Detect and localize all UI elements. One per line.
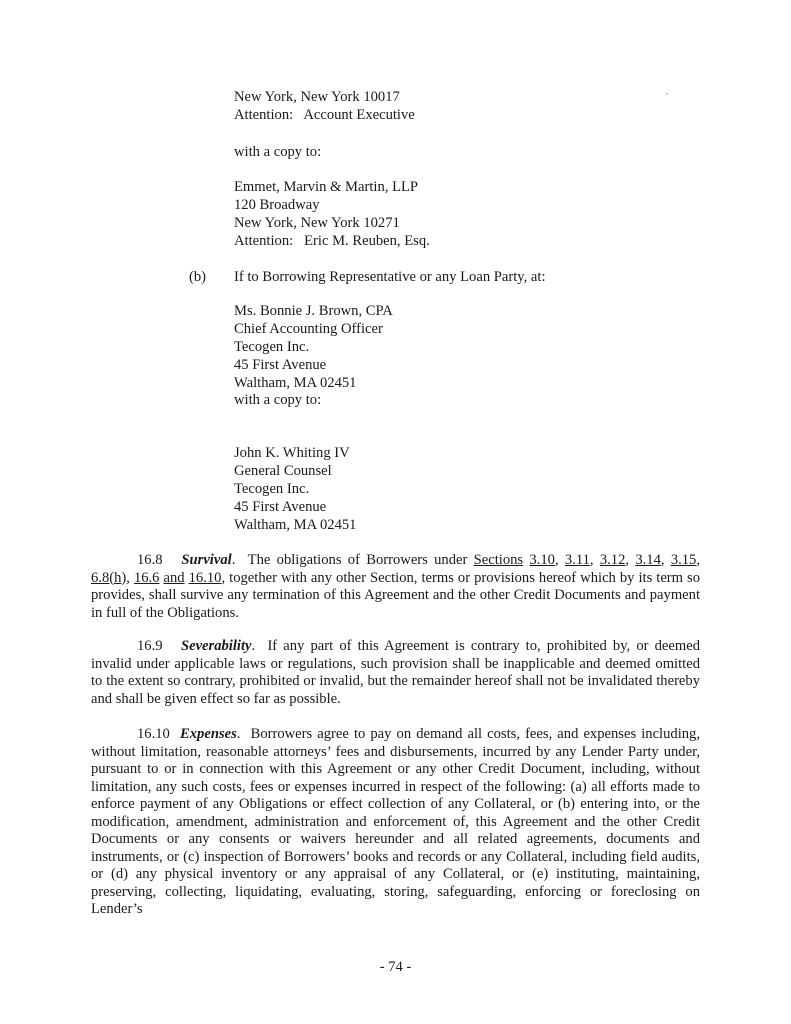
section-body: Borrowers agree to pay on demand all costs, fees, and expenses including, without limitation, reasonable attorneys’ fees and disbursements, incurred by any Lender Party under, pursuant to or in connection with this Agreement or any other Credit Document, including, without limitation, any such costs, fees or expenses incurred in respect of the following: (a) all efforts made to enforce payment of any Obligations or effect collection of any Collateral, or (b) entering into, or the modification, amendment, administration and enforcement of, this Agreement and the other Credit Documents or any consents or waivers hereunder and all related agreements, documents and instruments, or (c) inspection of Borrowers’ books and records or any Collateral, including field audits, or (d) any physical inventory or any appraisal of any Collateral, or (e) instituting, maintaining, preserving, collecting, liquidating, evaluating, storing, safeguarding, enforcing or foreclosing on Lender’s [91,726,700,917]
address-line: John K. Whiting IV [234,445,350,461]
section-ref: 3.10 [529,552,555,568]
section-ref: 3.15 [670,552,697,568]
copy-label [234,143,321,161]
copy-label [234,391,321,409]
item-b-text: If to Borrowing Representative or any Loan Party, at: [234,269,546,285]
section-intro: The obligations of Borrowers under [247,552,468,568]
section-number: 16.8 [137,552,163,568]
item-b-label: (b) [189,269,207,285]
scan-speck [666,93,668,95]
address-line: General Counsel [234,463,332,479]
section-16-10-expenses: 16.10 Expenses. Borrowers agree to pay on demand all costs, fees, and expenses including, without limitation, reasonable attorneys’ fees and disbursements, incurred by any Lender Party under, pursuant to or in connection with this Agreement or any other Credit Document, including, without limitation, any such costs, fees or expenses incurred in respect of the following: (a) all efforts made to enforce payment of any Obligations or effect collection of any Collateral, or (b) entering into, or the modification, amendment, administration and enforcement of, this Agreement and the other Credit Documents or any consents or waivers hereunder and all related agreements, documents and instruments, or (c) inspection of Borrowers’ books and records or any Collateral, including field audits, or (d) any physical inventory or any appraisal of any Collateral, or (e) instituting, maintaining, preserving, collecting, liquidating, evaluating, storing, safeguarding, enforcing or foreclosing on Lender’s [91,726,700,917]
notice-copy-address-whiting [234,444,356,534]
section-title: Survival [181,552,232,568]
notice-address-borrower [234,302,393,392]
section-ref: 3.14 [635,552,661,568]
section-title: Expenses [180,726,237,742]
section-number: 16.9 [137,638,163,654]
section-body: If any part of this Agreement is contrary to, prohibited by, or deemed invalid under applicable laws or regulations, such provision shall be inapplicable and deemed omitted to the extent so contrary, prohibited or invalid, but the remainder hereof shall not be invalidated thereby and shall be given effect so far as possible. [91,638,701,707]
address-attention: Attention: Eric M. Reuben, Esq. [234,233,430,249]
address-line: New York, New York 10017 [234,89,400,105]
address-line: Waltham, MA 02451 [234,375,357,391]
section-ref: Sections [473,552,524,568]
address-line: New York, New York 10271 [234,215,400,231]
address-line: 120 Broadway [234,197,320,213]
address-line: Tecogen Inc. [234,339,310,355]
section-ref: 3.11 [564,552,590,568]
section-ref: 3.12 [599,552,626,568]
address-line: Tecogen Inc. [234,481,310,497]
section-16-8-survival: 16.8 Survival. The obligations of Borrowers under Sections 3.10, 3.11, 3.12, 3.14, 3.15, 6.8(h), 16.6 and 16.10, together with any other Section, terms or provisions hereof which by its term so provides, shall survive any termination of this Agreement and the other Credit Documents and payment in full of the Obligations. [91,552,701,621]
notice-address-lender [234,88,415,124]
notice-copy-address-emmet [234,178,430,250]
section-ref-conjunction: and [163,569,185,586]
section-ref: 6.8(h) [91,569,127,586]
section-title: Severability [180,638,252,654]
address-line: Waltham, MA 02451 [234,517,357,533]
address-line: 45 First Avenue [234,357,327,373]
address-line: Emmet, Marvin & Martin, LLP [234,179,419,195]
section-16-9-severability: 16.9 Severability. If any part of this Agreement is contrary to, prohibited by, or deemed invalid under applicable laws or regulations, such provision shall be inapplicable and deemed omitted to the extent so contrary, prohibited or invalid, but the remainder hereof shall not be invalidated thereby and shall be given effect so far as possible. [91,638,701,707]
page-number: - 74 - [379,959,412,975]
copy-label-text: with a copy to: [234,392,322,408]
section-body: together with any other Section, terms or provisions hereof which by its term so provides, shall survive any termination of this Agreement and the other Credit Documents and payment in full of the Obligations. [91,569,701,621]
address-line: Ms. Bonnie J. Brown, CPA [234,303,393,319]
section-ref: 16.10 [188,569,222,586]
section-number: 16.10 [137,726,170,742]
copy-label-text: with a copy to: [234,144,322,160]
address-line: Chief Accounting Officer [234,321,383,337]
address-attention: Attention: Account Executive [234,107,415,123]
section-ref: 16.6 [133,569,160,586]
address-line: 45 First Avenue [234,499,327,515]
